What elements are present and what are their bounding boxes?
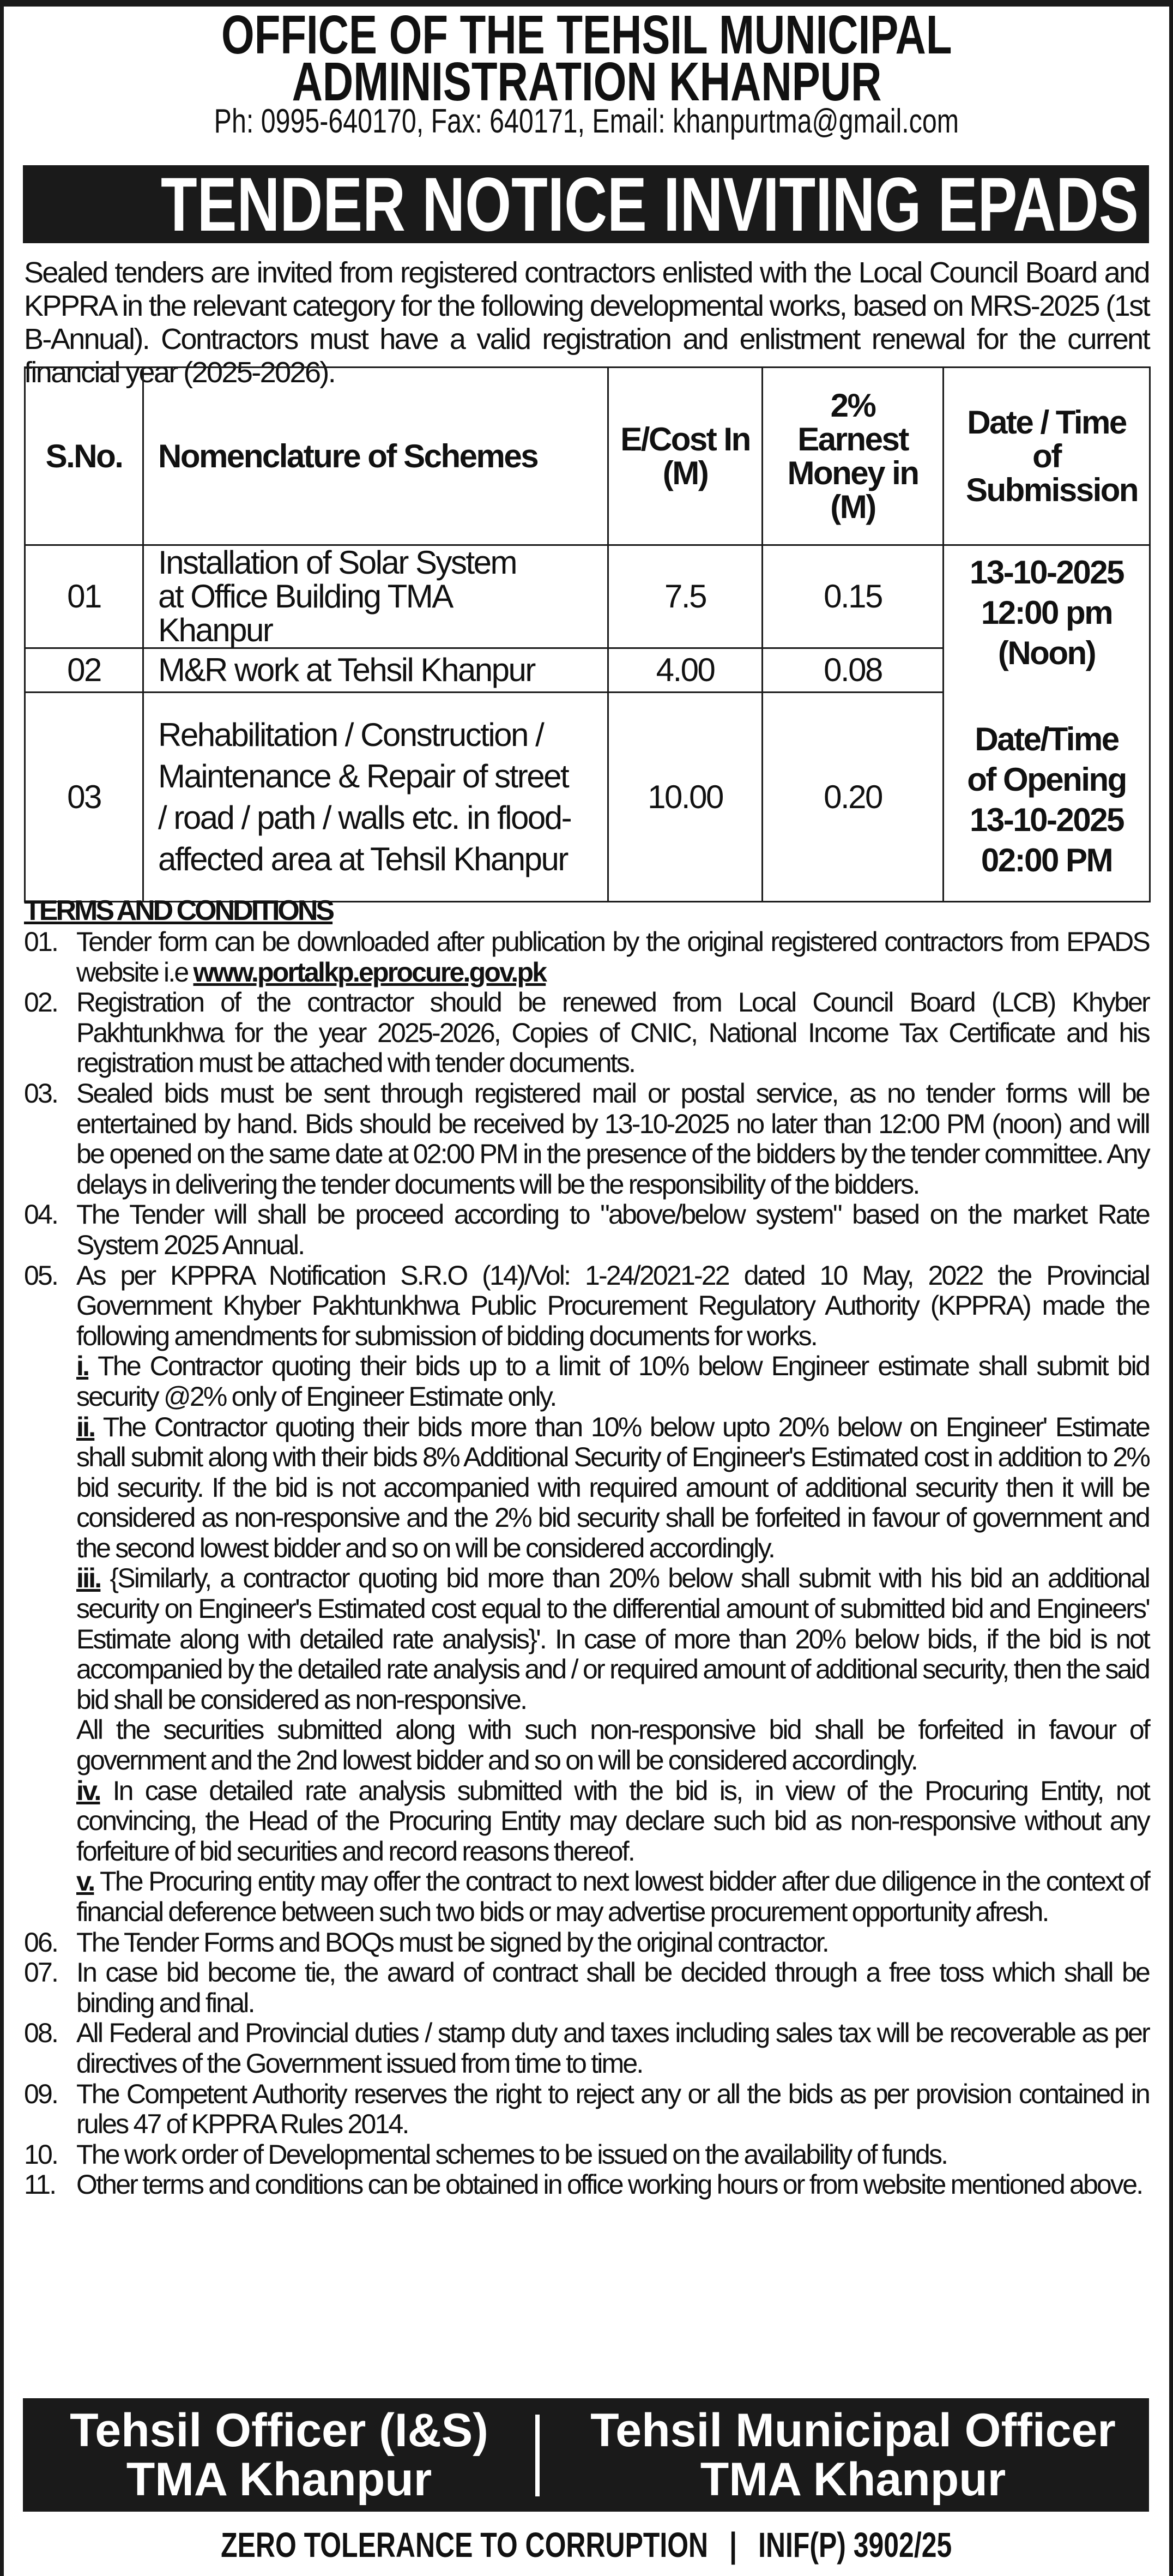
row-scheme: M&R work at Tehsil Khanpur: [143, 648, 608, 693]
bottom-line: [0, 2526, 1173, 2564]
sub-text: The Contractor quoting their bids up to a limit of 10% below Engineer estimate shall submit bid security @2% only of Engineer Estimate only.: [76, 1351, 1149, 1412]
footer-divider: [535, 2415, 540, 2496]
signatory-tehsil-officer: [23, 2406, 535, 2504]
bottom-text: [221, 2526, 952, 2564]
sub-text: In case detailed rate analysis submitted with the bid is, in view of the Procuring Entity, not convincing, the Head of the Procuring Entity may declare such bid as non-responsive without any forfeiture of bid securities and record reasons thereof.: [76, 1775, 1149, 1867]
term-item: [24, 988, 1149, 1079]
term-text: [76, 927, 1149, 988]
row-earnest: 0.08: [763, 648, 944, 693]
term-number: 03.: [24, 1078, 58, 1109]
term-item: [24, 2079, 1149, 2140]
sub-item: [76, 1351, 1149, 1412]
term-text-body: Tender form can be downloaded after publication by the original registered contractors from EPADS website i.e: [76, 926, 1149, 988]
row-scheme: Installation of Solar System at Office Building TMA Khanpur: [143, 545, 608, 648]
signatory-title: Tehsil Officer (I&S): [70, 2404, 488, 2457]
term-text: All Federal and Provincial duties / stamp duty and taxes including sales tax will be recoverable as per directives of the Government issued from time to time.: [76, 2018, 1149, 2079]
sub-text: The Contractor quoting their bids more than 10% below upto 20% below on Engineer' Estimate shall submit along with their bids 8% Additional Security of Engineer's Estimated cost in addition to 2% bid security. If the bid is not accompanied with required amount of additional security then it will be considered as non-responsive and the 2% bid security shall be forfeited in favour of government and the second lowest bidder and so on will be considered accordingly.: [76, 1411, 1149, 1563]
row-scheme: Rehabilitation / Construction / Maintenance & Repair of street / road / path / walls etc. in flood-affected area at Tehsil Khanpur: [143, 693, 608, 902]
term-number: 02.: [24, 987, 58, 1018]
tender-notice-banner: [23, 161, 1149, 247]
sub-text: The Procuring entity may offer the contract to next lowest bidder after due diligence in the context of financial deference between such two bids or may advertise procurement opportunity afresh.: [76, 1866, 1149, 1927]
term-item: [24, 2018, 1149, 2079]
term-text: Registration of the contractor should be renewed from Local Council Board (LCB) Khyber Pakhtunkhwa for the year 2025-2026, Copies of CNIC, National Income Tax Certificate and his registration must be attached with tender documents.: [76, 987, 1149, 1079]
term-item: [24, 1079, 1149, 1200]
submission-note: (Noon): [997, 635, 1096, 671]
signatory-title: Tehsil Municipal Officer: [590, 2404, 1116, 2457]
sub-text: {Similarly, a contractor quoting bid more than 20% below shall submit with his bid an additional security on Engineer's Estimated cost equal to the differential amount of submitted bid and Engineers' Estimate along with detailed rate analysis}'. In case of more than 20% below bids, if the bid is not accompanied by the detailed rate analysis and / or required amount of additional security, then the said bid shall be considered as non-responsive.: [76, 1563, 1149, 1715]
term-number: 10.: [24, 2139, 58, 2170]
header-cost: E/Cost In (M): [608, 368, 763, 545]
contact-info: [0, 104, 1173, 140]
term-item: [24, 1928, 1149, 1958]
signatory-tmo: [557, 2406, 1149, 2504]
separator: |: [729, 2525, 737, 2565]
submission-time: 12:00 pm: [981, 594, 1112, 631]
terms-and-conditions: [24, 894, 1149, 2200]
term-text: Other terms and conditions can be obtained in office working hours or from website mentioned above.: [76, 2169, 1142, 2200]
schemes-table: [24, 366, 1151, 902]
header-submission: Date / Time of Submission: [944, 368, 1150, 545]
signatory-office: TMA Khanpur: [126, 2453, 432, 2506]
sub-item-note: [76, 1715, 1149, 1775]
term-text: The Competent Authority reserves the right to reject any or all the bids as per provision contained in rules 47 of KPPRA Rules 2014.: [76, 2078, 1149, 2140]
sub-text: All the securities submitted along with such non-responsive bid shall be forfeited in favour of government and the 2nd lowest bidder and so on will be considered accordingly.: [76, 1714, 1149, 1776]
row-earnest: 0.20: [763, 693, 944, 902]
banner-text: TENDER NOTICE INVITING EPADS: [160, 161, 1139, 247]
title-text: OFFICE OF THE TEHSIL MUNICIPAL: [221, 4, 952, 65]
header-sno: S.No.: [25, 368, 143, 545]
title-text: ADMINISTRATION KHANPUR: [292, 51, 881, 112]
epads-website-link[interactable]: www.portalkp.eprocure.gov.pk: [193, 956, 546, 988]
row-cost: 4.00: [608, 648, 763, 693]
intro-paragraph: Sealed tenders are invited from registered contractors enlisted with the Local Council Board and KPPRA in the relevant category for the following developmental works, based on MRS-2025 (1st B-Annual). Contractors must have a valid registration and enlistment renewal for the current financial year (2025-2026).: [24, 256, 1149, 389]
term-text: As per KPPRA Notification S.R.O (14)/Vol: 1-24/2021-22 dated 10 May, 2022 the Provincial Government Khyber Pakhtunkhwa Public Procurement Regulatory Authority (KPPRA) made the following amendments for submission of bidding documents for works.: [76, 1260, 1149, 1351]
header-earnest: 2% Earnest Money in (M): [763, 368, 944, 545]
table-header-row: [25, 368, 1150, 545]
term-item: [24, 927, 1149, 988]
contact-text: Ph: 0995-640170, Fax: 640171, Email: khanpurtma@gmail.com: [214, 103, 959, 140]
row-sno: 02: [25, 648, 143, 693]
sub-item: [76, 1776, 1149, 1867]
signatory-footer: [23, 2398, 1149, 2512]
sub-item: [76, 1867, 1149, 1927]
sub-number: ii.: [76, 1411, 95, 1442]
row-earnest: 0.15: [763, 545, 944, 648]
term-text: The work order of Developmental schemes to be issued on the availability of funds.: [76, 2139, 947, 2170]
term-item: [24, 1958, 1149, 2018]
term-item: [24, 1261, 1149, 1352]
sub-number: v.: [76, 1866, 94, 1897]
office-title-line2: [0, 51, 1173, 112]
row-cost: 7.5: [608, 545, 763, 648]
term-item: [24, 2170, 1149, 2200]
term-text: Sealed bids must be sent through registered mail or postal service, as no tender forms will be entertained by hand. Bids should be received by 13-10-2025 no later than 12:00 PM (noon) and will be opened on the same date at 02:00 PM in the presence of the bidders by the tender committee. Any delays in delivering the tender documents will be the responsibility of the bidders.: [76, 1078, 1149, 1200]
term-number: 09.: [24, 2078, 58, 2109]
sub-number: i.: [76, 1351, 89, 1382]
term-number: 08.: [24, 2018, 58, 2049]
term-number: 06.: [24, 1927, 58, 1958]
term-item: [24, 2140, 1149, 2170]
sub-number: iv.: [76, 1775, 100, 1806]
term-number: 11.: [24, 2169, 56, 2200]
term-item: [24, 1200, 1149, 1260]
slogan: ZERO TOLERANCE TO CORRUPTION: [221, 2525, 709, 2565]
terms-heading: TERMS AND CONDITIONS: [24, 895, 333, 926]
term-number: 07.: [24, 1957, 58, 1988]
submission-date: 13-10-2025: [970, 554, 1123, 591]
term-text: In case bid become tie, the award of contract shall be decided through a free toss which shall be binding and final.: [76, 1957, 1149, 2018]
term-number: 01.: [24, 926, 58, 957]
sub-item: [76, 1412, 1149, 1564]
opening-time: 02:00 PM: [981, 842, 1112, 878]
signatory-office: TMA Khanpur: [700, 2453, 1006, 2506]
term-number: 04.: [24, 1199, 58, 1230]
term-text: The Tender Forms and BOQs must be signed by the original contractor.: [76, 1927, 829, 1958]
term-text: The Tender will shall be proceed according to "above/below system" based on the market Rate System 2025 Annual.: [76, 1199, 1149, 1260]
table-row: [25, 545, 1150, 648]
opening-date: 13-10-2025: [970, 802, 1123, 838]
sub-item: [76, 1563, 1149, 1715]
row-sno: 03: [25, 693, 143, 902]
dates-cell: [944, 545, 1150, 902]
term-number: 05.: [24, 1260, 58, 1291]
row-sno: 01: [25, 545, 143, 648]
sub-number: iii.: [76, 1563, 101, 1594]
row-cost: 10.00: [608, 693, 763, 902]
reference-number: INIF(P) 3902/25: [758, 2525, 952, 2565]
header-scheme: Nomenclature of Schemes: [143, 368, 608, 545]
opening-label: Date/Time of Opening: [967, 721, 1126, 798]
